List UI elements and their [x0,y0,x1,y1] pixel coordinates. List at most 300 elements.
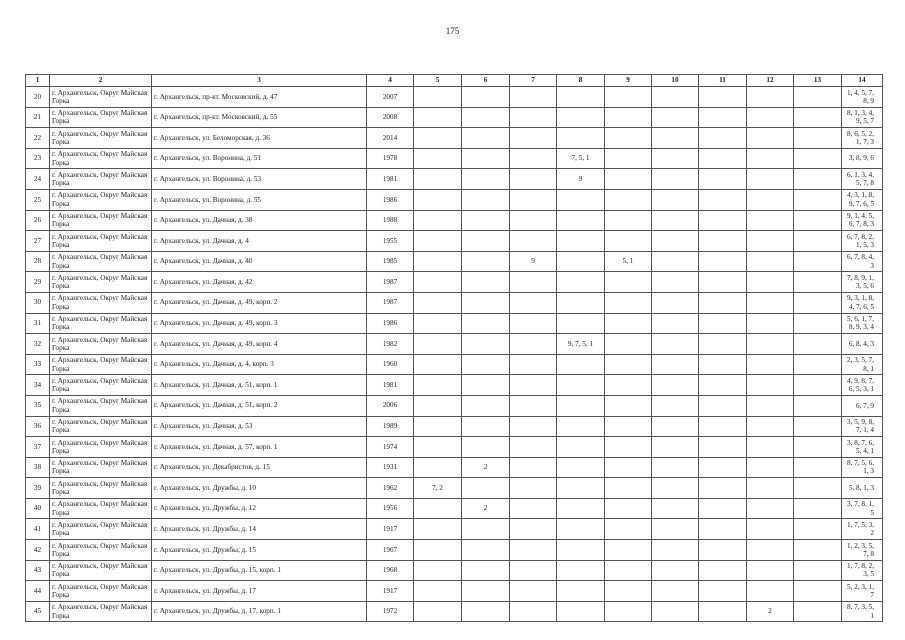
cell-col-10 [652,560,699,581]
cell-col-12 [747,540,794,561]
cell-col-3: г. Архангельск, ул. Дачная, д. 4 [152,231,367,252]
cell-col-12 [747,148,794,169]
cell-col-14: 6, 7, 8, 4, 3 [842,251,883,272]
cell-col-6 [462,478,510,499]
cell-col-3: г. Архангельск, ул. Дачная, д. 40 [152,251,367,272]
cell-col-1: 23 [26,148,50,169]
cell-col-4: 1968 [367,560,414,581]
cell-col-1: 45 [26,601,50,622]
cell-col-9 [605,498,652,519]
table-row [26,313,883,334]
cell-col-12 [747,354,794,375]
cell-col-6 [462,231,510,252]
cell-col-11 [699,498,747,519]
cell-col-6 [462,107,510,128]
cell-col-14: 6, 8, 4, 3 [842,334,883,355]
cell-col-1: 31 [26,313,50,334]
cell-col-1: 20 [26,87,50,108]
cell-col-9 [605,87,652,108]
cell-col-12 [747,519,794,540]
cell-col-2: г. Архангельск, Округ Майская Горка [50,478,152,499]
cell-col-7 [510,416,557,437]
cell-col-3: г. Архангельск, ул. Дружбы, д. 17 [152,581,367,602]
cell-col-11 [699,375,747,396]
cell-col-5 [414,437,462,458]
table-row [26,498,883,519]
cell-col-11 [699,313,747,334]
cell-col-7 [510,540,557,561]
cell-col-14: 6, 7, 9 [842,395,883,416]
cell-col-4: 1987 [367,292,414,313]
cell-col-10 [652,210,699,231]
cell-col-7 [510,498,557,519]
cell-col-2: г. Архангельск, Округ Майская Горка [50,87,152,108]
cell-col-3: г. Архангельск, пр-кт. Московский, д. 47 [152,87,367,108]
cell-col-7 [510,189,557,210]
cell-col-6 [462,169,510,190]
cell-col-9 [605,581,652,602]
cell-col-3: г. Архангельск, ул. Дружбы, д. 14 [152,519,367,540]
table-row [26,395,883,416]
cell-col-11 [699,210,747,231]
cell-col-13 [794,395,842,416]
cell-col-7 [510,292,557,313]
cell-col-6 [462,395,510,416]
cell-col-10 [652,169,699,190]
cell-col-2: г. Архангельск, Округ Майская Горка [50,334,152,355]
cell-col-13 [794,416,842,437]
cell-col-13 [794,498,842,519]
table-row [26,601,883,622]
cell-col-9 [605,231,652,252]
cell-col-1: 33 [26,354,50,375]
cell-col-5 [414,272,462,293]
cell-col-7 [510,334,557,355]
cell-col-6 [462,416,510,437]
cell-col-13 [794,251,842,272]
cell-col-4: 1986 [367,313,414,334]
cell-col-13 [794,148,842,169]
cell-col-2: г. Архангельск, Округ Майская Горка [50,395,152,416]
cell-col-1: 28 [26,251,50,272]
cell-col-11 [699,560,747,581]
cell-col-7 [510,354,557,375]
cell-col-3: г. Архангельск, ул. Дачная, д. 51, корп. 1 [152,375,367,396]
cell-col-3: г. Архангельск, ул. Дачная, д. 38 [152,210,367,231]
cell-col-13 [794,437,842,458]
cell-col-10 [652,375,699,396]
cell-col-2: г. Архангельск, Округ Майская Горка [50,169,152,190]
cell-col-10 [652,395,699,416]
cell-col-8 [557,498,605,519]
cell-col-5 [414,189,462,210]
cell-col-11 [699,601,747,622]
cell-col-1: 44 [26,581,50,602]
cell-col-3: г. Архангельск, ул. Дачная, д. 42 [152,272,367,293]
cell-col-6 [462,354,510,375]
cell-col-3: г. Архангельск, ул. Дружбы, д. 15, корп. 1 [152,560,367,581]
cell-col-13 [794,210,842,231]
cell-col-8 [557,601,605,622]
cell-col-7 [510,560,557,581]
cell-col-10 [652,457,699,478]
cell-col-11 [699,292,747,313]
cell-col-10 [652,189,699,210]
cell-col-14: 8, 7, 5, 6, 1, 3 [842,457,883,478]
cell-col-6: 2 [462,457,510,478]
cell-col-11 [699,87,747,108]
table-row [26,231,883,252]
cell-col-9 [605,354,652,375]
cell-col-10 [652,251,699,272]
cell-col-7 [510,210,557,231]
cell-col-6 [462,437,510,458]
cell-col-6 [462,189,510,210]
cell-col-1: 25 [26,189,50,210]
cell-col-14: 3, 5, 9, 8, 7, 1, 4 [842,416,883,437]
cell-col-13 [794,189,842,210]
cell-col-12 [747,107,794,128]
cell-col-12 [747,169,794,190]
cell-col-1: 27 [26,231,50,252]
cell-col-6 [462,560,510,581]
cell-col-8: 9 [557,169,605,190]
cell-col-5 [414,416,462,437]
cell-col-8 [557,251,605,272]
cell-col-1: 43 [26,560,50,581]
cell-col-14: 5, 8, 1, 3 [842,478,883,499]
cell-col-9 [605,334,652,355]
cell-col-9 [605,313,652,334]
cell-col-4: 1981 [367,169,414,190]
cell-col-4: 2008 [367,107,414,128]
table-row [26,272,883,293]
table-row [26,189,883,210]
cell-col-10 [652,540,699,561]
cell-col-9 [605,292,652,313]
cell-col-5 [414,560,462,581]
cell-col-9 [605,107,652,128]
cell-col-2: г. Архангельск, Округ Майская Горка [50,107,152,128]
cell-col-6 [462,272,510,293]
cell-col-14: 4, 9, 8, 7, 6, 5, 3, 1 [842,375,883,396]
cell-col-3: г. Архангельск, ул. Дачная, д. 49, корп. 4 [152,334,367,355]
cell-col-11 [699,519,747,540]
cell-col-5 [414,107,462,128]
cell-col-8 [557,395,605,416]
cell-col-2: г. Архангельск, Округ Майская Горка [50,581,152,602]
cell-col-3: г. Архангельск, ул. Дружбы, д. 12 [152,498,367,519]
cell-col-12 [747,581,794,602]
cell-col-9 [605,272,652,293]
cell-col-11 [699,107,747,128]
cell-col-14: 2, 3, 5, 7, 8, 1 [842,354,883,375]
cell-col-7: 9 [510,251,557,272]
cell-col-12 [747,87,794,108]
cell-col-10 [652,87,699,108]
cell-col-14: 3, 8, 9, 6 [842,148,883,169]
cell-col-5 [414,581,462,602]
cell-col-11 [699,189,747,210]
cell-col-12 [747,251,794,272]
table-row [26,437,883,458]
cell-col-10 [652,416,699,437]
cell-col-1: 26 [26,210,50,231]
cell-col-7 [510,375,557,396]
cell-col-11 [699,581,747,602]
cell-col-9 [605,437,652,458]
cell-col-14: 6, 7, 8, 2, 1, 5, 3 [842,231,883,252]
cell-col-6 [462,128,510,149]
cell-col-11 [699,231,747,252]
cell-col-9 [605,457,652,478]
cell-col-12: 2 [747,601,794,622]
cell-col-14: 3, 8, 7, 6, 5, 4, 1 [842,437,883,458]
cell-col-5 [414,498,462,519]
cell-col-2: г. Архангельск, Округ Майская Горка [50,313,152,334]
cell-col-13 [794,457,842,478]
cell-col-14: 8, 7, 3, 5, 1 [842,601,883,622]
cell-col-7 [510,107,557,128]
cell-col-14: 1, 7, 8, 2, 3, 5 [842,560,883,581]
cell-col-1: 24 [26,169,50,190]
table-row [26,169,883,190]
cell-col-13 [794,107,842,128]
cell-col-9 [605,128,652,149]
cell-col-13 [794,87,842,108]
cell-col-10 [652,107,699,128]
cell-col-9 [605,416,652,437]
column-header-12: 12 [747,75,794,87]
cell-col-12 [747,128,794,149]
cell-col-7 [510,148,557,169]
cell-col-11 [699,437,747,458]
cell-col-7 [510,581,557,602]
cell-col-7 [510,272,557,293]
cell-col-11 [699,457,747,478]
cell-col-5 [414,169,462,190]
cell-col-14: 1, 7, 5, 3, 2 [842,519,883,540]
cell-col-6 [462,519,510,540]
cell-col-2: г. Архангельск, Округ Майская Горка [50,189,152,210]
cell-col-1: 37 [26,437,50,458]
cell-col-6 [462,313,510,334]
cell-col-7 [510,128,557,149]
cell-col-4: 1972 [367,601,414,622]
cell-col-10 [652,272,699,293]
cell-col-4: 1955 [367,231,414,252]
header-row [26,75,883,87]
cell-col-1: 32 [26,334,50,355]
cell-col-14: 1, 2, 3, 5, 7, 8 [842,540,883,561]
cell-col-14: 3, 7, 8, 1, 5 [842,498,883,519]
cell-col-4: 2007 [367,87,414,108]
cell-col-2: г. Архангельск, Округ Майская Горка [50,601,152,622]
cell-col-10 [652,519,699,540]
cell-col-3: г. Архангельск, ул. Воронина, д. 51 [152,148,367,169]
cell-col-4: 1960 [367,354,414,375]
cell-col-13 [794,519,842,540]
cell-col-11 [699,251,747,272]
cell-col-8 [557,107,605,128]
cell-col-13 [794,272,842,293]
cell-col-12 [747,313,794,334]
table-row [26,581,883,602]
table-row [26,128,883,149]
cell-col-8 [557,437,605,458]
cell-col-6: 2 [462,498,510,519]
cell-col-14: 7, 8, 9, 1, 3, 5, 6 [842,272,883,293]
cell-col-3: г. Архангельск, ул. Дачная, д. 4, корп. 3 [152,354,367,375]
cell-col-11 [699,354,747,375]
cell-col-6 [462,581,510,602]
cell-col-5 [414,519,462,540]
cell-col-10 [652,581,699,602]
cell-col-7 [510,87,557,108]
cell-col-9 [605,540,652,561]
table-row [26,334,883,355]
cell-col-4: 1956 [367,498,414,519]
table-row [26,457,883,478]
cell-col-5 [414,334,462,355]
cell-col-8 [557,354,605,375]
cell-col-4: 1917 [367,581,414,602]
cell-col-4: 1987 [367,272,414,293]
table-row [26,148,883,169]
cell-col-13 [794,231,842,252]
cell-col-2: г. Архангельск, Округ Майская Горка [50,437,152,458]
table-row [26,251,883,272]
cell-col-7 [510,437,557,458]
cell-col-11 [699,148,747,169]
cell-col-14: 1, 4, 5, 7, 8, 9 [842,87,883,108]
cell-col-11 [699,540,747,561]
cell-col-1: 38 [26,457,50,478]
cell-col-12 [747,498,794,519]
cell-col-8: 7, 5, 1 [557,148,605,169]
cell-col-7 [510,601,557,622]
cell-col-3: г. Архангельск, ул. Воронина, д. 55 [152,189,367,210]
cell-col-9 [605,519,652,540]
cell-col-2: г. Архангельск, Округ Майская Горка [50,251,152,272]
cell-col-10 [652,148,699,169]
cell-col-7 [510,395,557,416]
cell-col-12 [747,560,794,581]
cell-col-3: г. Архангельск, ул. Дружбы, д. 10 [152,478,367,499]
column-header-14: 14 [842,75,883,87]
cell-col-5 [414,457,462,478]
cell-col-1: 21 [26,107,50,128]
cell-col-3: г. Архангельск, ул. Воронина, д. 53 [152,169,367,190]
cell-col-14: 9, 1, 4, 5, 6, 7, 8, 3 [842,210,883,231]
cell-col-1: 22 [26,128,50,149]
cell-col-10 [652,128,699,149]
cell-col-6 [462,210,510,231]
cell-col-1: 42 [26,540,50,561]
cell-col-5 [414,601,462,622]
cell-col-8 [557,292,605,313]
column-header-4: 4 [367,75,414,87]
cell-col-1: 40 [26,498,50,519]
cell-col-13 [794,375,842,396]
cell-col-4: 1986 [367,189,414,210]
cell-col-13 [794,169,842,190]
cell-col-4: 1978 [367,148,414,169]
cell-col-5 [414,128,462,149]
column-header-13: 13 [794,75,842,87]
cell-col-2: г. Архангельск, Округ Майская Горка [50,354,152,375]
cell-col-7 [510,478,557,499]
cell-col-8 [557,375,605,396]
cell-col-4: 1967 [367,540,414,561]
cell-col-10 [652,313,699,334]
cell-col-9 [605,148,652,169]
cell-col-12 [747,272,794,293]
cell-col-13 [794,540,842,561]
data-table [25,74,883,622]
cell-col-8 [557,272,605,293]
cell-col-5 [414,354,462,375]
cell-col-2: г. Архангельск, Округ Майская Горка [50,210,152,231]
cell-col-11 [699,334,747,355]
cell-col-4: 1981 [367,375,414,396]
cell-col-4: 2006 [367,395,414,416]
table-body [26,87,883,622]
cell-col-12 [747,189,794,210]
cell-col-6 [462,148,510,169]
column-header-9: 9 [605,75,652,87]
cell-col-7 [510,519,557,540]
cell-col-8 [557,581,605,602]
cell-col-4: 1988 [367,210,414,231]
cell-col-9 [605,478,652,499]
cell-col-11 [699,395,747,416]
cell-col-8 [557,128,605,149]
cell-col-8 [557,416,605,437]
table-row [26,87,883,108]
cell-col-2: г. Архангельск, Округ Майская Горка [50,519,152,540]
cell-col-2: г. Архангельск, Округ Майская Горка [50,128,152,149]
cell-col-9 [605,189,652,210]
cell-col-2: г. Архангельск, Округ Майская Горка [50,148,152,169]
cell-col-2: г. Архангельск, Округ Майская Горка [50,231,152,252]
table-row [26,519,883,540]
cell-col-6 [462,334,510,355]
cell-col-8 [557,210,605,231]
cell-col-12 [747,375,794,396]
cell-col-4: 1989 [367,416,414,437]
cell-col-9 [605,375,652,396]
cell-col-12 [747,416,794,437]
cell-col-13 [794,560,842,581]
cell-col-5 [414,251,462,272]
cell-col-14: 5, 6, 1, 7, 8, 9, 3, 4 [842,313,883,334]
cell-col-2: г. Архангельск, Округ Майская Горка [50,272,152,293]
cell-col-6 [462,87,510,108]
column-header-1: 1 [26,75,50,87]
table-row [26,478,883,499]
cell-col-9 [605,210,652,231]
cell-col-5 [414,148,462,169]
cell-col-5 [414,87,462,108]
cell-col-2: г. Архангельск, Округ Майская Горка [50,416,152,437]
cell-col-2: г. Архангельск, Округ Майская Горка [50,457,152,478]
column-header-10: 10 [652,75,699,87]
cell-col-8 [557,457,605,478]
cell-col-3: г. Архангельск, ул. Декабристов, д. 15 [152,457,367,478]
cell-col-12 [747,231,794,252]
cell-col-7 [510,231,557,252]
